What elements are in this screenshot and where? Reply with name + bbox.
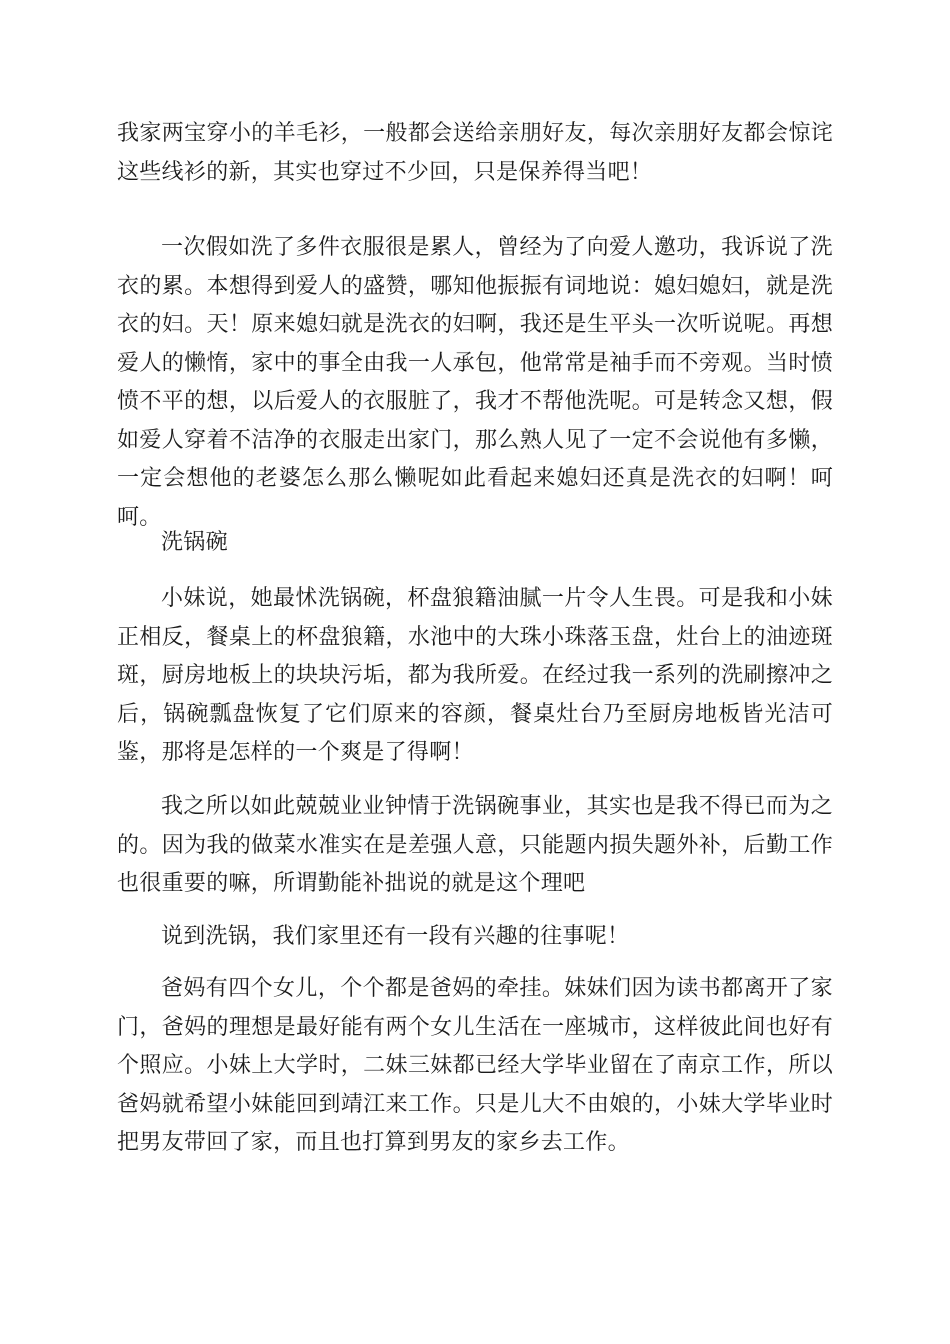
paragraph-sister-dishes: 小妹说，她最怵洗锅碗，杯盘狼籍油腻一片令人生畏。可是我和小妹正相反，餐桌上的杯盘狼籍，水池中的大珠小珠落玉盘，灶台上的油迹斑斑，厨房地板上的块块污垢，都为我所爱。在经过我一系列的洗刷擦冲之后，锅碗瓢盘恢复了它们原来的容颜，餐桌灶台乃至厨房地板皆光洁可鉴，那将是怎样的一个爽是了得啊！ (117, 586, 833, 765)
paragraph-laundry: 一次假如洗了多件衣服很是累人，曾经为了向爱人邀功，我诉说了洗衣的累。本想得到爱人的盛赞，哪知他振振有词地说：媳妇媳妇，就是洗衣的妇。天！原来媳妇就是洗衣的妇啊，我还是生平头一次听说呢。再想爱人的懒惰，家中的事全由我一人承包，他常常是袖手而不旁观。当时愤愤不平的想，以后爱人的衣服脏了，我才不帮他洗呢。可是转念又想，假如爱人穿着不洁净的衣服走出家门，那么熟人见了一定不会说他有多懒，一定会想他的老婆怎么那么懒呢如此看起来媳妇还真是洗衣的妇啊！呵呵。 (117, 235, 833, 530)
section-heading-dishwashing: 洗锅碗 (161, 530, 228, 555)
paragraph-sweaters: 我家两宝穿小的羊毛衫，一般都会送给亲朋好友，每次亲朋好友都会惊诧这些线衫的新，其实也穿过不少回，只是保养得当吧！ (117, 121, 833, 185)
paragraph-cooking: 我之所以如此兢兢业业钟情于洗锅碗事业，其实也是我不得已而为之的。因为我的做菜水准实在是差强人意，只能题内损失题外补，后勤工作也很重要的嘛，所谓勤能补拙说的就是这个理吧 (117, 794, 833, 896)
paragraph-four-daughters: 爸妈有四个女儿，个个都是爸妈的牵挂。妹妹们因为读书都离开了家门，爸妈的理想是最好能有两个女儿生活在一座城市，这样彼此间也好有个照应。小妹上大学时，二妹三妹都已经大学毕业留在了南京工作，所以爸妈就希望小妹能回到靖江来工作。只是儿大不由娘的，小妹大学毕业时把男友带回了家，而且也打算到男友的家乡去工作。 (117, 976, 833, 1155)
paragraph-anecdote-intro: 说到洗锅，我们家里还有一段有兴趣的往事呢！ (161, 924, 630, 949)
